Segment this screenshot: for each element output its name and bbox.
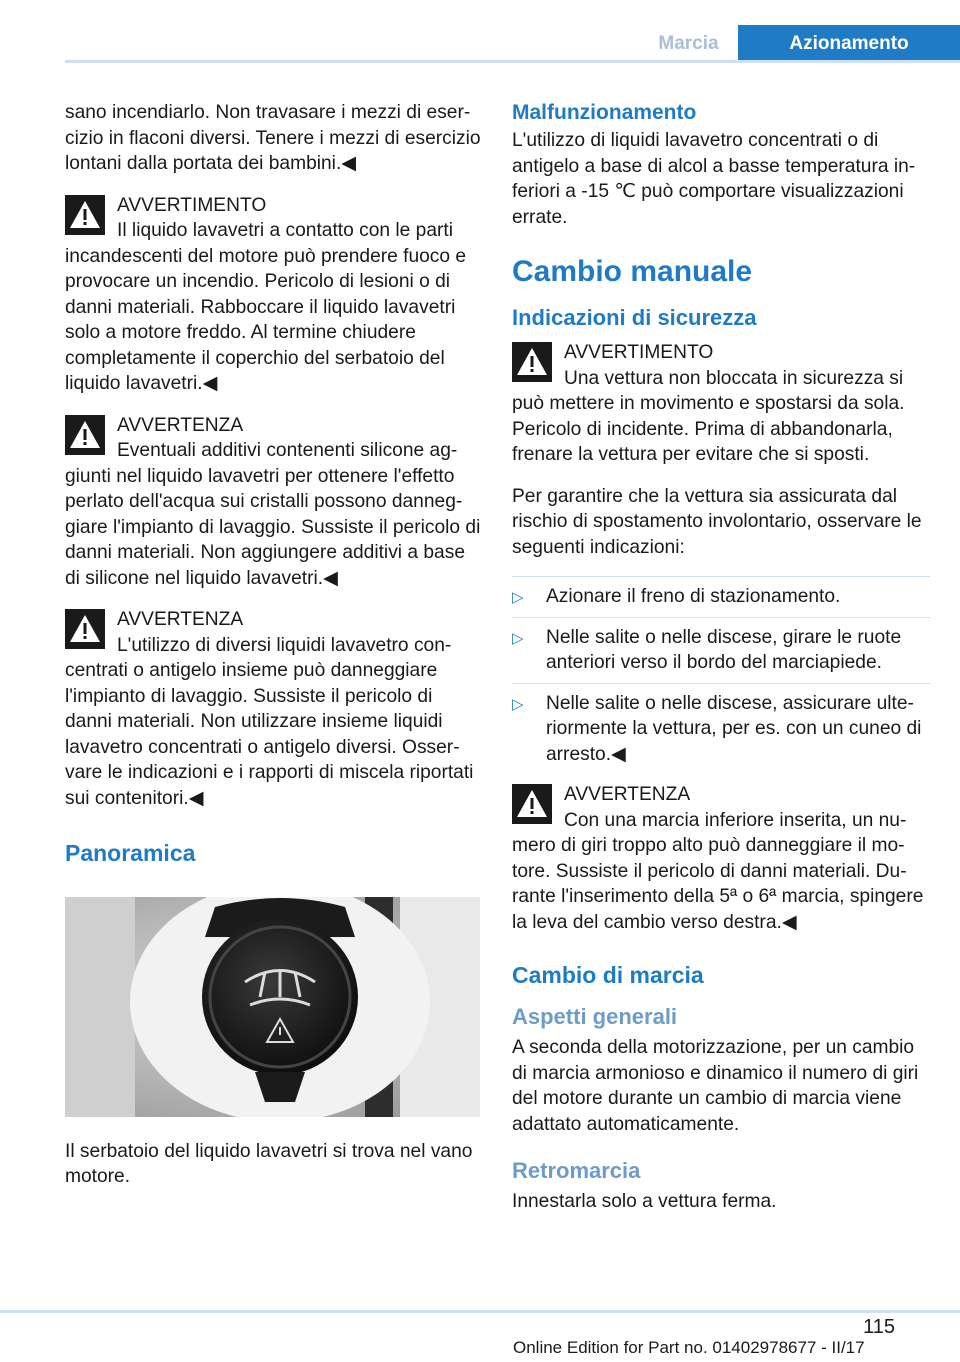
list-item-text: Nelle salite o nelle discese, girare le ruote anteriori verso il bordo del marciapiede. <box>546 626 902 673</box>
list-item <box>512 683 930 775</box>
bullet-list <box>512 576 930 774</box>
warning-text: Il liquido lavavetri a contatto con le parti incandescenti del motore può prendere fuoco e provocare un incendio. Pericolo di lesioni o di danni materiali. Rabboccare il liquido lavavetri solo a motore freddo. Al termine chiudere completamente il coperchio del serbatoio del liquido lavavetri.◀ <box>65 220 467 394</box>
left-column <box>65 100 482 1206</box>
header-tabs <box>639 25 960 63</box>
tab-chapter[interactable]: Marcia <box>639 25 738 63</box>
warning-icon <box>512 342 552 382</box>
warning-title: AVVERTENZA <box>117 414 244 436</box>
warning-block <box>65 193 482 397</box>
warning-block <box>65 413 482 592</box>
warning-title: AVVERTENZA <box>564 784 691 805</box>
heading-malfunzionamento: Malfunzionamento <box>512 101 697 124</box>
list-item-text: Nelle salite o nelle discese, assicurare ulteriormente la vettura, per es. con un cuneo di arresto.◀ <box>546 692 922 765</box>
paragraph: Per garantire che la vettura sia assicurata dal rischio di spostamento involontario, osservare le seguenti indicazioni: <box>512 485 922 558</box>
washer-reservoir-photo <box>65 897 480 1117</box>
warning-icon <box>65 609 105 649</box>
warning-text: Una vettura non bloccata in sicurezza si può mettere in movimento e spostarsi da sola. Pericolo di incidente. Prima di abbandonarla, frenare la vettura per evitare che si sposti. <box>512 367 905 465</box>
warning-block <box>65 607 482 811</box>
paragraph: Innestarla solo a vettura ferma. <box>512 1191 777 1212</box>
warning-text: Con una marcia inferiore inserita, un numero di giri troppo alto può danneggiare il motore. Sussiste il pericolo di danni materiali. Durante l'inserimento della 5ª o 6ª marcia, spingere la leva del cambio verso destra.◀ <box>512 809 924 933</box>
heading-indicazioni-sicurezza: Indicazioni di sicurezza <box>512 305 757 330</box>
paragraph: A seconda della motorizzazione, per un cambio di marcia armonioso e dinamico il numero di giri del motore durante un cambio di marcia viene adattato automaticamente. <box>512 1037 919 1135</box>
section-heading-panoramica: Panoramica <box>65 840 196 866</box>
warning-title: AVVERTENZA <box>117 609 244 630</box>
page-number: 115 <box>863 1316 895 1338</box>
warning-text: L'utilizzo di diversi liquidi lavavetro concentrati o antigelo insieme può danneggiare l'impianto di lavaggio. Sussiste il pericolo di danni materiali. Non utilizzare insieme liquidi lavavetro concentrati o antigelo diversi. Osservare le indicazioni e i rapporti di miscela riportati sui contenitori.◀ <box>65 634 474 809</box>
triangle-bullet-icon: ▷ <box>512 629 524 647</box>
heading-retromarcia: Retromarcia <box>512 1158 641 1183</box>
warning-title: AVVERTIMENTO <box>117 194 267 216</box>
warning-icon <box>512 784 552 824</box>
heading-aspetti-generali: Aspetti generali <box>512 1004 678 1029</box>
header-divider <box>65 60 960 63</box>
list-item <box>512 617 930 683</box>
edition-note: Online Edition for Part no. 01402978677 - II/17 <box>513 1338 865 1357</box>
warning-block <box>512 340 930 468</box>
list-item-text: Azionare il freno di stazionamento. <box>546 586 841 607</box>
paragraph: sano incendiarlo. Non travasare i mezzi di esercizio in flaconi diversi. Tenere i mezzi di esercizio lontani dalla portata dei bambini.◀ <box>65 102 481 174</box>
footer-divider <box>0 1310 960 1313</box>
warning-text: Eventuali additivi contenenti silicone aggiunti nel liquido lavavetri per ottenere l'effetto perlato dell'acqua sui cristalli possono danneggiare l'impianto di lavaggio. Sussiste il pericolo di danni materiali. Non aggiungere additivi a base di silicone nel liquido lavavetri.◀ <box>65 440 481 589</box>
tab-section[interactable]: Azionamento <box>738 25 960 63</box>
heading-cambio-di-marcia: Cambio di marcia <box>512 962 704 988</box>
warning-icon <box>65 415 105 455</box>
heading-cambio-manuale: Cambio manuale <box>512 255 753 288</box>
figure-caption: Il serbatoio del liquido lavavetri si trova nel vano motore. <box>65 1140 473 1187</box>
triangle-bullet-icon: ▷ <box>512 589 524 606</box>
paragraph: L'utilizzo di liquidi lavavetro concentrati o di antigelo a base di alcol a basse temperatura inferiori a -15 ℃ può comportare visualizzazioni errate. <box>512 130 916 228</box>
warning-title: AVVERTIMENTO <box>564 342 714 363</box>
list-item <box>512 576 930 617</box>
triangle-bullet-icon: ▷ <box>512 695 524 713</box>
warning-block <box>512 782 930 935</box>
warning-icon <box>65 195 105 235</box>
right-column <box>512 100 930 1231</box>
